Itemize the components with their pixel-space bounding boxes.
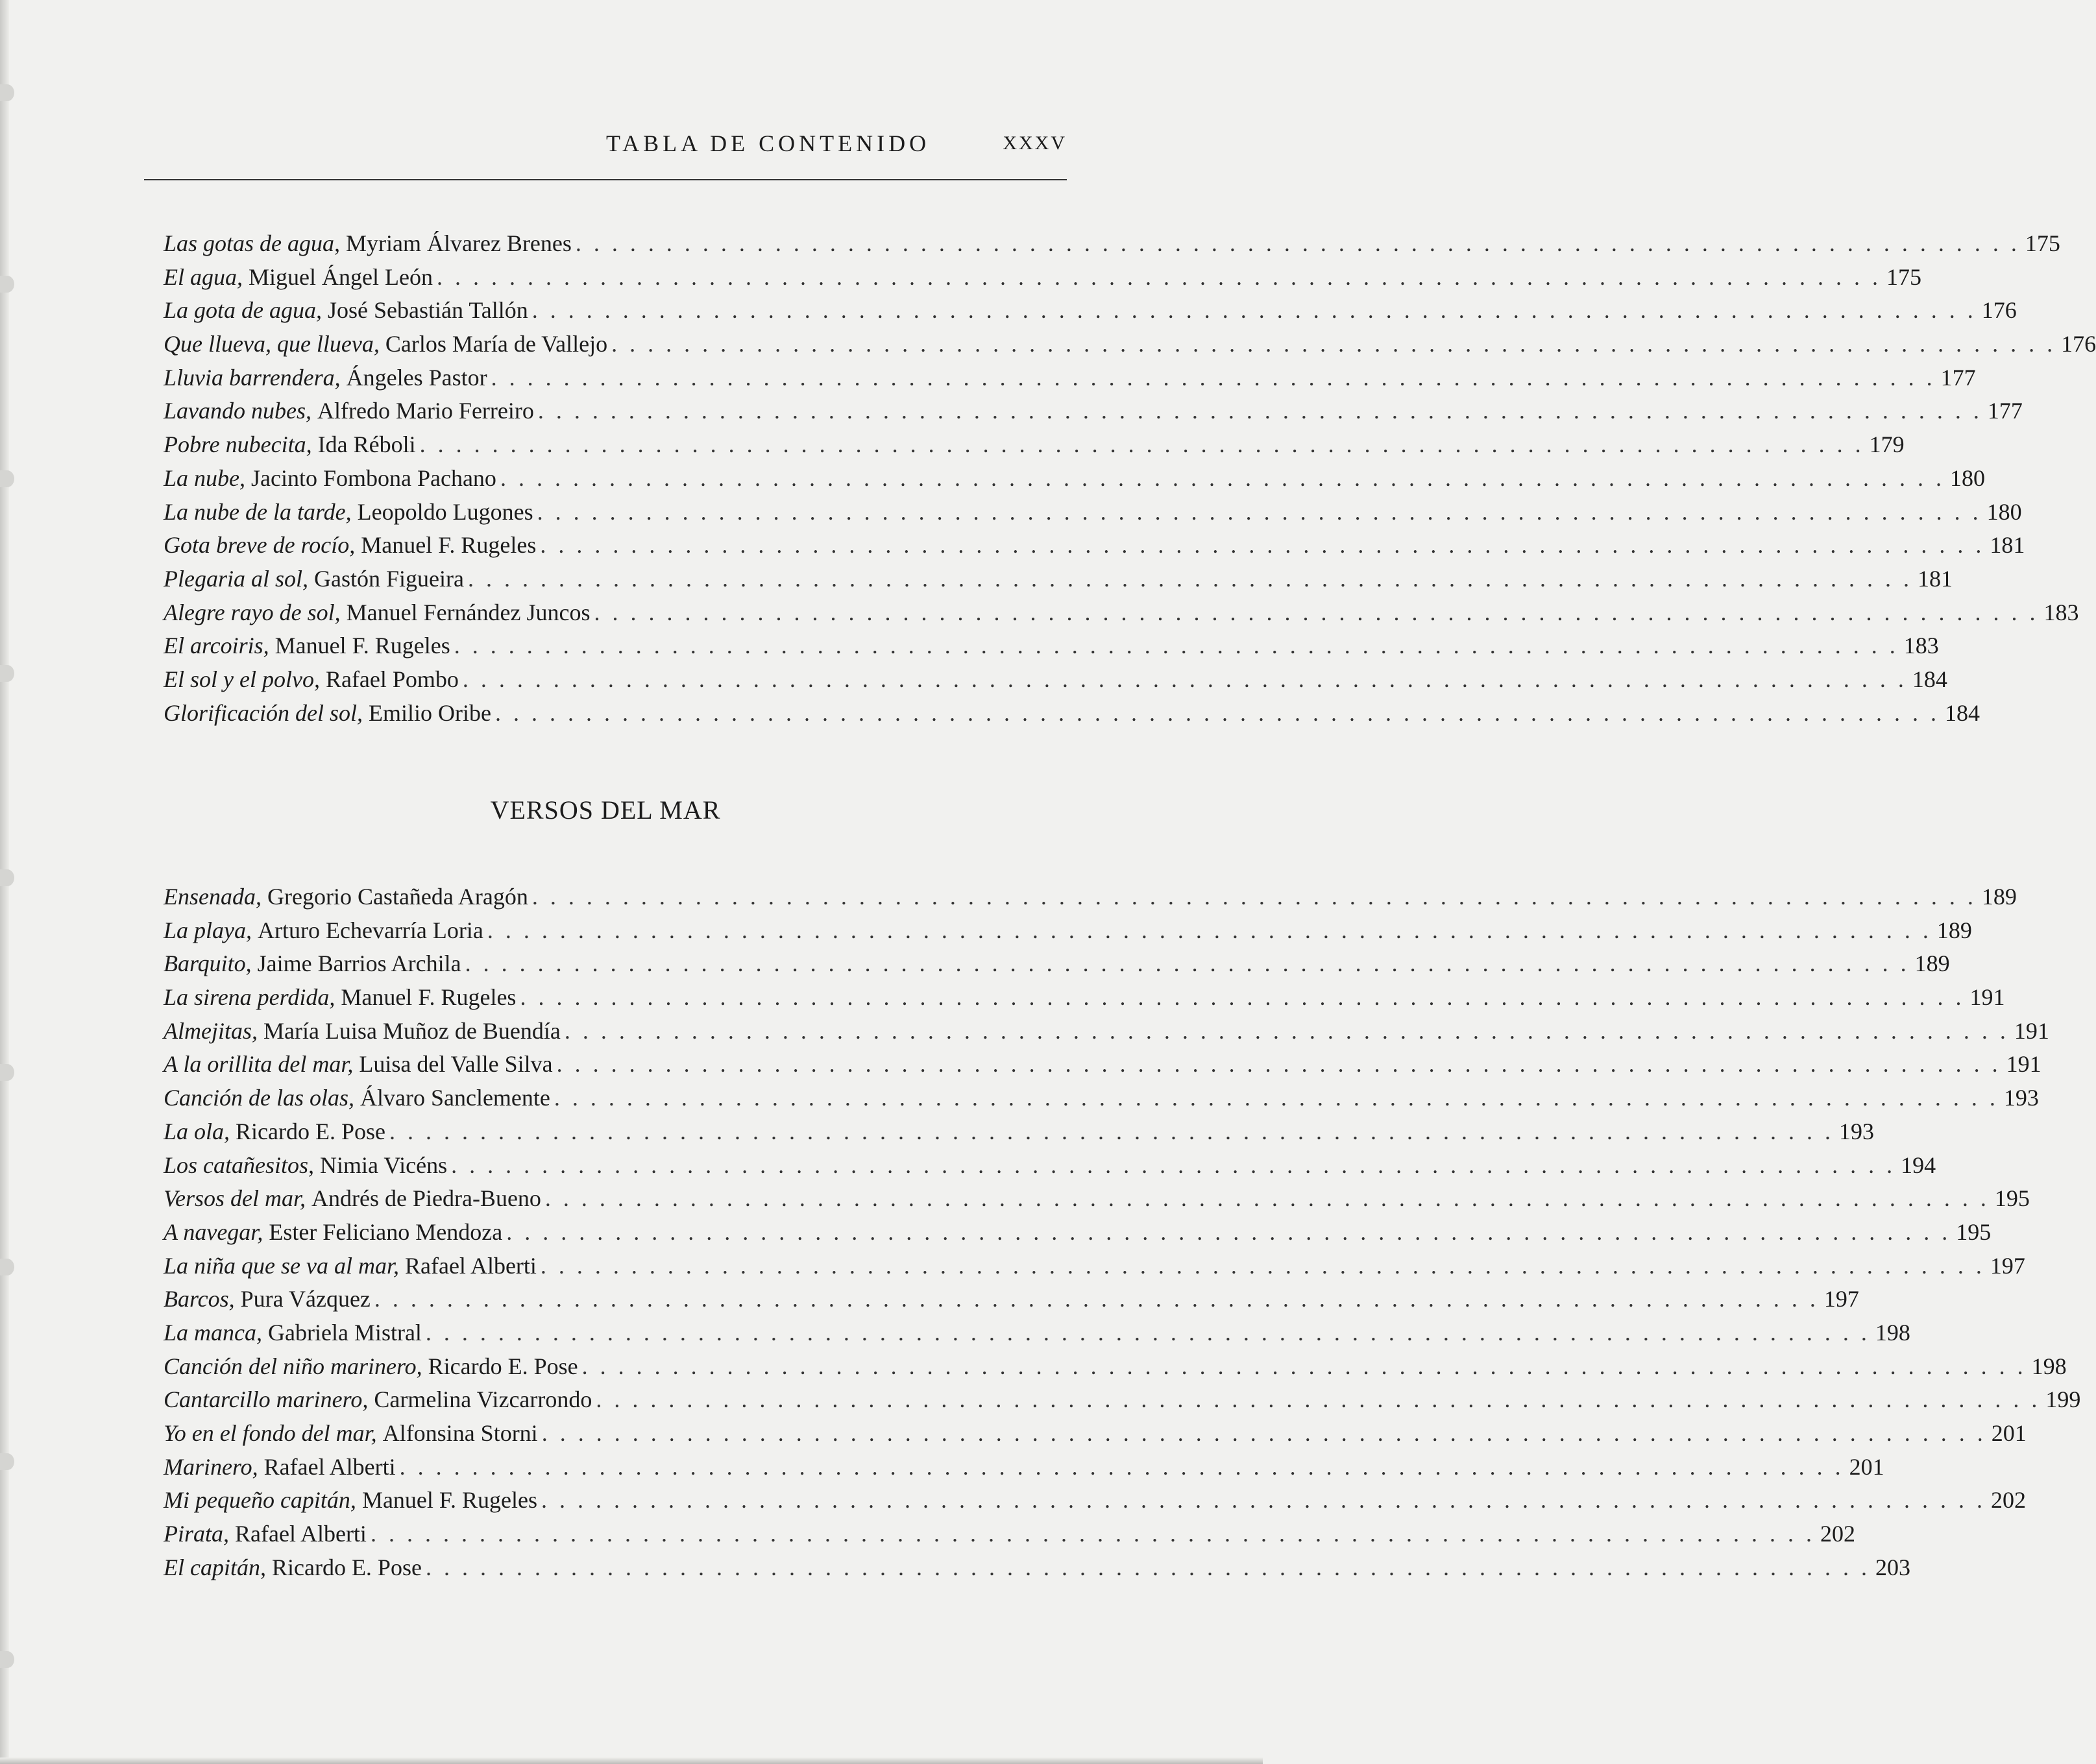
entry-author: Arturo Echevarría Loria (258, 917, 483, 943)
dot-leader: . . . . . . . . . . . . . . . . . . . . . . . . . . . . . . . . . . . . . . . . . . . . . . . . . . . . . . . . . . . . . . . . . . . . . . . . . . . . . . . . (540, 532, 1985, 559)
entry-title: Las gotas de agua, (164, 230, 341, 256)
dot-leader: . . . . . . . . . . . . . . . . . . . . . . . . . . . . . . . . . . . . . . . . . . . . . . . . . . . . . . . . . . . . . . . . . . . . . . . . . . . . . . . . (454, 633, 1899, 659)
toc-entry (164, 1551, 1910, 1585)
toc-entry (164, 227, 2060, 261)
entry-page-number: 201 (1849, 1453, 1884, 1480)
toc-entry (164, 361, 1976, 395)
binder-hole (0, 276, 14, 293)
entry-author: Emilio Oribe (368, 699, 491, 726)
toc-entry (164, 1081, 2039, 1115)
entry-page-number: 195 (1994, 1185, 2030, 1212)
entry-page-number: 191 (2006, 1051, 2041, 1078)
entry-title: La sirena perdida, (164, 984, 335, 1011)
toc-entry (164, 1182, 2030, 1216)
entry-title: La nube de la tarde, (164, 498, 352, 525)
entry-title: Canción del niño marinero, (164, 1353, 422, 1379)
entry-title: Canción de las olas, (164, 1085, 354, 1111)
entry-page-number: 202 (1820, 1521, 1855, 1547)
entry-page-number: 193 (2003, 1085, 2039, 1111)
entry-page-number: 181 (1917, 565, 1953, 592)
dot-leader: . . . . . . . . . . . . . . . . . . . . . . . . . . . . . . . . . . . . . . . . . . . . . . . . . . . . . . . . . . . . . . . . . . . . . . . . . . . . . . . . (500, 465, 1945, 491)
binder-hole (0, 84, 14, 101)
dot-leader: . . . . . . . . . . . . . . . . . . . . . . . . . . . . . . . . . . . . . . . . . . . . . . . . . . . . . . . . . . . . . . . . . . . . . . . . . . . . . . . . (611, 331, 2056, 357)
entry-author: Manuel Fernández Juncos (346, 599, 591, 625)
entry-author: Gastón Figueira (314, 565, 464, 592)
entry-title: Mi pequeño capitán, (164, 1487, 356, 1514)
toc-entry (164, 529, 2025, 562)
toc-entry (164, 1484, 2027, 1517)
running-title: TABLA DE CONTENIDO (606, 130, 931, 156)
entry-page-number: 199 (2045, 1386, 2081, 1413)
toc-list (164, 880, 2081, 1584)
entry-page-number: 198 (2031, 1353, 2067, 1379)
entry-page-number: 180 (1986, 498, 2022, 525)
entry-author: Leopoldo Lugones (357, 498, 533, 525)
toc-entry (164, 261, 1921, 295)
entry-title: Barquito, (164, 950, 252, 977)
entry-author: Ida Réboli (317, 431, 416, 458)
entry-page-number: 198 (1875, 1319, 1910, 1346)
toc-entry (164, 394, 2023, 428)
dot-leader: . . . . . . . . . . . . . . . . . . . . . . . . . . . . . . . . . . . . . . . . . . . . . . . . . . . . . . . . . . . . . . . . . . . . . . . . . . . . . . . . (506, 1218, 1951, 1245)
entry-title: Almejitas, (164, 1017, 258, 1044)
entry-author: Ángeles Pastor (346, 364, 487, 391)
toc-entry (164, 1417, 2027, 1451)
toc-entry (164, 428, 1905, 462)
entry-title: Los catañesitos, (164, 1152, 315, 1178)
toc-entry (164, 914, 1972, 948)
entry-page-number: 177 (1987, 398, 2023, 424)
binder-hole (0, 1453, 14, 1470)
toc-entry (164, 629, 1939, 663)
entry-author: Manuel F. Rugeles (341, 984, 517, 1011)
toc-entry (164, 1216, 1992, 1250)
entry-page-number: 183 (1903, 633, 1939, 659)
entry-author: Alfonsina Storni (382, 1420, 538, 1446)
toc-entry (164, 697, 1980, 731)
entry-page-number: 189 (1981, 884, 2017, 910)
entry-author: Pura Vázquez (240, 1286, 371, 1312)
entry-title: La nube, (164, 465, 245, 491)
toc-entry (164, 294, 2017, 328)
dot-leader: . . . . . . . . . . . . . . . . . . . . . . . . . . . . . . . . . . . . . . . . . . . . . . . . . . . . . . . . . . . . . . . . . . . . . . . . . . . . . . . . (554, 1085, 1999, 1111)
entry-author: Ester Feliciano Mendoza (269, 1218, 503, 1245)
entry-title: Gota breve de rocío, (164, 532, 356, 559)
section-heading: VERSOS DEL MAR (490, 795, 721, 825)
dot-leader: . . . . . . . . . . . . . . . . . . . . . . . . . . . . . . . . . . . . . . . . . . . . . . . . . . . . . . . . . . . . . . . . . . . . . . . . . . . . . . . . (540, 1252, 1985, 1279)
entry-page-number: 197 (1823, 1286, 1859, 1312)
binder-hole (0, 1259, 14, 1275)
entry-author: Rafael Alberti (263, 1453, 396, 1480)
entry-page-number: 175 (2025, 230, 2060, 256)
entry-author: Andrés de Piedra-Bueno (311, 1185, 541, 1212)
entry-page-number: 201 (1991, 1420, 2027, 1446)
entry-author: Carlos María de Vallejo (385, 331, 608, 357)
dot-leader: . . . . . . . . . . . . . . . . . . . . . . . . . . . . . . . . . . . . . . . . . . . . . . . . . . . . . . . . . . . . . . . . . . . . . . . . . . . . . . . . (465, 950, 1910, 977)
dot-leader: . . . . . . . . . . . . . . . . . . . . . . . . . . . . . . . . . . . . . . . . . . . . . . . . . . . . . . . . . . . . . . . . . . . . . . . . . . . . . . . . (436, 263, 1881, 290)
dot-leader: . . . . . . . . . . . . . . . . . . . . . . . . . . . . . . . . . . . . . . . . . . . . . . . . . . . . . . . . . . . . . . . . . . . . . . . . . . . . . . . . (370, 1521, 1815, 1547)
dot-leader: . . . . . . . . . . . . . . . . . . . . . . . . . . . . . . . . . . . . . . . . . . . . . . . . . . . . . . . . . . . . . . . . . . . . . . . . . . . . . . . . (537, 498, 1982, 525)
entry-author: Alfredo Mario Ferreiro (317, 398, 534, 424)
toc-entry (164, 328, 2096, 361)
dot-leader: . . . . . . . . . . . . . . . . . . . . . . . . . . . . . . . . . . . . . . . . . . . . . . . . . . . . . . . . . . . . . . . . . . . . . . . . . . . . . . . . (425, 1554, 1870, 1580)
toc-entry (164, 1048, 2041, 1081)
entry-title: Ensenada, (164, 884, 262, 910)
binder-hole (0, 665, 14, 682)
dot-leader: . . . . . . . . . . . . . . . . . . . . . . . . . . . . . . . . . . . . . . . . . . . . . . . . . . . . . . . . . . . . . . . . . . . . . . . . . . . . . . . . (467, 565, 1912, 592)
entry-title: La ola, (164, 1118, 230, 1144)
binder-hole (0, 1064, 14, 1081)
entry-title: Alegre rayo de sol, (164, 599, 341, 625)
binder-hole (0, 470, 14, 487)
entry-page-number: 191 (2014, 1017, 2049, 1044)
entry-author: Ricardo E. Pose (236, 1118, 385, 1144)
entry-title: A navegar, (164, 1218, 263, 1245)
toc-entry (164, 947, 1950, 981)
entry-title: El sol y el polvo, (164, 666, 320, 692)
entry-page-number: 191 (1969, 984, 2005, 1011)
entry-page-number: 175 (1886, 263, 1921, 290)
dot-leader: . . . . . . . . . . . . . . . . . . . . . . . . . . . . . . . . . . . . . . . . . . . . . . . . . . . . . . . . . . . . . . . . . . . . . . . . . . . . . . . . (594, 599, 2039, 625)
dot-leader: . . . . . . . . . . . . . . . . . . . . . . . . . . . . . . . . . . . . . . . . . . . . . . . . . . . . . . . . . . . . . . . . . . . . . . . . . . . . . . . . (541, 1420, 1986, 1446)
entry-author: Gregorio Castañeda Aragón (267, 884, 528, 910)
entry-page-number: 181 (1990, 532, 2025, 559)
entry-page-number: 179 (1869, 431, 1905, 458)
entry-title: Lavando nubes, (164, 398, 311, 424)
entry-author: Jacinto Fombona Pachano (251, 465, 496, 491)
entry-author: Ricardo E. Pose (271, 1554, 422, 1580)
dot-leader: . . . . . . . . . . . . . . . . . . . . . . . . . . . . . . . . . . . . . . . . . . . . . . . . . . . . . . . . . . . . . . . . . . . . . . . . . . . . . . . . (491, 364, 1936, 391)
entry-title: El capitán, (164, 1554, 266, 1580)
toc-entry (164, 496, 2022, 529)
dot-leader: . . . . . . . . . . . . . . . . . . . . . . . . . . . . . . . . . . . . . . . . . . . . . . . . . . . . . . . . . . . . . . . . . . . . . . . . . . . . . . . . (451, 1152, 1896, 1178)
dot-leader: . . . . . . . . . . . . . . . . . . . . . . . . . . . . . . . . . . . . . . . . . . . . . . . . . . . . . . . . . . . . . . . . . . . . . . . . . . . . . . . . (537, 398, 1982, 424)
dot-leader: . . . . . . . . . . . . . . . . . . . . . . . . . . . . . . . . . . . . . . . . . . . . . . . . . . . . . . . . . . . . . . . . . . . . . . . . . . . . . . . . (487, 917, 1932, 943)
entry-title: Barcos, (164, 1286, 235, 1312)
toc-entry (164, 1115, 1874, 1149)
entry-author: Gabriela Mistral (268, 1319, 422, 1346)
entry-page-number: 180 (1949, 465, 1985, 491)
page-folio: XXXV (1003, 132, 1067, 154)
dot-leader: . . . . . . . . . . . . . . . . . . . . . . . . . . . . . . . . . . . . . . . . . . . . . . . . . . . . . . . . . . . . . . . . . . . . . . . . . . . . . . . . (462, 666, 1907, 692)
toc-entry (164, 663, 1947, 697)
header-rule (144, 179, 1067, 180)
entry-page-number: 195 (1956, 1218, 1992, 1245)
dot-leader: . . . . . . . . . . . . . . . . . . . . . . . . . . . . . . . . . . . . . . . . . . . . . . . . . . . . . . . . . . . . . . . . . . . . . . . . . . . . . . . . (556, 1051, 2001, 1078)
entry-author: María Luisa Muñoz de Buendía (263, 1017, 561, 1044)
toc-entry (164, 1250, 2025, 1283)
entry-author: Manuel F. Rugeles (274, 633, 450, 659)
dot-leader: . . . . . . . . . . . . . . . . . . . . . . . . . . . . . . . . . . . . . . . . . . . . . . . . . . . . . . . . . . . . . . . . . . . . . . . . . . . . . . . . (541, 1487, 1986, 1514)
toc-entry (164, 880, 2017, 914)
entry-title: La niña que se va al mar, (164, 1252, 399, 1279)
entry-page-number: 189 (1936, 917, 1972, 943)
entry-title: Que llueva, que llueva, (164, 331, 380, 357)
dot-leader: . . . . . . . . . . . . . . . . . . . . . . . . . . . . . . . . . . . . . . . . . . . . . . . . . . . . . . . . . . . . . . . . . . . . . . . . . . . . . . . . (544, 1185, 1990, 1212)
toc-entry (164, 981, 2005, 1015)
entry-author: Myriam Álvarez Brenes (346, 230, 572, 256)
toc-entry (164, 1283, 1859, 1316)
toc-list (164, 227, 2096, 730)
binder-hole (0, 1651, 14, 1668)
entry-author: Rafael Alberti (235, 1521, 367, 1547)
toc-entry (164, 462, 1985, 496)
entry-title: El agua, (164, 263, 243, 290)
entry-page-number: 176 (1981, 297, 2017, 324)
entry-title: Plegaria al sol, (164, 565, 308, 592)
entry-title: Lluvia barrendera, (164, 364, 341, 391)
entry-title: La gota de agua, (164, 297, 323, 324)
entry-title: Marinero, (164, 1453, 258, 1480)
entry-title: La playa, (164, 917, 252, 943)
dot-leader: . . . . . . . . . . . . . . . . . . . . . . . . . . . . . . . . . . . . . . . . . . . . . . . . . . . . . . . . . . . . . . . . . . . . . . . . . . . . . . . . (564, 1017, 2009, 1044)
dot-leader: . . . . . . . . . . . . . . . . . . . . . . . . . . . . . . . . . . . . . . . . . . . . . . . . . . . . . . . . . . . . . . . . . . . . . . . . . . . . . . . . (494, 699, 1940, 726)
entry-author: Rafael Alberti (405, 1252, 537, 1279)
dot-leader: . . . . . . . . . . . . . . . . . . . . . . . . . . . . . . . . . . . . . . . . . . . . . . . . . . . . . . . . . . . . . . . . . . . . . . . . . . . . . . . . (581, 1353, 2027, 1379)
toc-entry (164, 1451, 1884, 1484)
entry-title: Versos del mar, (164, 1185, 306, 1212)
toc-entry (164, 1015, 2049, 1048)
binder-hole (0, 869, 14, 886)
entry-author: Manuel F. Rugeles (361, 532, 537, 559)
toc-entry (164, 1316, 1910, 1350)
entry-author: José Sebastián Tallón (328, 297, 528, 324)
entry-author: Jaime Barrios Archila (257, 950, 461, 977)
entry-page-number: 189 (1914, 950, 1950, 977)
toc-entry (164, 1149, 1936, 1183)
entry-page-number: 176 (2061, 331, 2096, 357)
page-bottom-edge (0, 1758, 1263, 1764)
entry-title: Cantarcillo marinero, (164, 1386, 369, 1413)
entry-page-number: 184 (1944, 699, 1980, 726)
entry-page-number: 183 (2043, 599, 2079, 625)
dot-leader: . . . . . . . . . . . . . . . . . . . . . . . . . . . . . . . . . . . . . . . . . . . . . . . . . . . . . . . . . . . . . . . . . . . . . . . . . . . . . . . . (374, 1286, 1819, 1312)
entry-title: Pobre nubecita, (164, 431, 312, 458)
dot-leader: . . . . . . . . . . . . . . . . . . . . . . . . . . . . . . . . . . . . . . . . . . . . . . . . . . . . . . . . . . . . . . . . . . . . . . . . . . . . . . . . (596, 1386, 2041, 1413)
toc-entry (164, 1383, 2081, 1417)
dot-leader: . . . . . . . . . . . . . . . . . . . . . . . . . . . . . . . . . . . . . . . . . . . . . . . . . . . . . . . . . . . . . . . . . . . . . . . . . . . . . . . . (575, 230, 2020, 256)
entry-author: Ricardo E. Pose (428, 1353, 578, 1379)
toc-entry (164, 596, 2079, 630)
entry-page-number: 184 (1912, 666, 1947, 692)
dot-leader: . . . . . . . . . . . . . . . . . . . . . . . . . . . . . . . . . . . . . . . . . . . . . . . . . . . . . . . . . . . . . . . . . . . . . . . . . . . . . . . . (389, 1118, 1834, 1144)
entry-title: El arcoiris, (164, 633, 269, 659)
entry-page-number: 197 (1990, 1252, 2025, 1279)
entry-author: Álvaro Sanclemente (360, 1085, 550, 1111)
toc-entry (164, 562, 1953, 596)
entry-author: Manuel F. Rugeles (361, 1487, 538, 1514)
entry-page-number: 202 (1991, 1487, 2027, 1514)
dot-leader: . . . . . . . . . . . . . . . . . . . . . . . . . . . . . . . . . . . . . . . . . . . . . . . . . . . . . . . . . . . . . . . . . . . . . . . . . . . . . . . . (520, 984, 1965, 1011)
dot-leader: . . . . . . . . . . . . . . . . . . . . . . . . . . . . . . . . . . . . . . . . . . . . . . . . . . . . . . . . . . . . . . . . . . . . . . . . . . . . . . . . (531, 297, 1977, 324)
dot-leader: . . . . . . . . . . . . . . . . . . . . . . . . . . . . . . . . . . . . . . . . . . . . . . . . . . . . . . . . . . . . . . . . . . . . . . . . . . . . . . . . (419, 431, 1864, 458)
entry-page-number: 177 (1940, 364, 1976, 391)
entry-author: Nimia Vicéns (320, 1152, 448, 1178)
entry-title: La manca, (164, 1319, 262, 1346)
entry-title: Yo en el fondo del mar, (164, 1420, 377, 1446)
page-header (144, 130, 1067, 161)
entry-page-number: 203 (1875, 1554, 1910, 1580)
entry-author: Rafael Pombo (325, 666, 459, 692)
entry-title: Pirata, (164, 1521, 230, 1547)
toc-entry (164, 1350, 2067, 1384)
entry-page-number: 193 (1839, 1118, 1874, 1144)
entry-title: A la orillita del mar, (164, 1051, 354, 1078)
entry-author: Miguel Ángel León (249, 263, 433, 290)
dot-leader: . . . . . . . . . . . . . . . . . . . . . . . . . . . . . . . . . . . . . . . . . . . . . . . . . . . . . . . . . . . . . . . . . . . . . . . . . . . . . . . . (425, 1319, 1870, 1346)
toc-entry (164, 1517, 1855, 1551)
entry-author: Luisa del Valle Silva (359, 1051, 553, 1078)
dot-leader: . . . . . . . . . . . . . . . . . . . . . . . . . . . . . . . . . . . . . . . . . . . . . . . . . . . . . . . . . . . . . . . . . . . . . . . . . . . . . . . . (531, 884, 1977, 910)
entry-title: Glorificación del sol, (164, 699, 363, 726)
entry-page-number: 194 (1901, 1152, 1936, 1178)
dot-leader: . . . . . . . . . . . . . . . . . . . . . . . . . . . . . . . . . . . . . . . . . . . . . . . . . . . . . . . . . . . . . . . . . . . . . . . . . . . . . . . . (399, 1453, 1844, 1480)
entry-author: Carmelina Vizcarrondo (374, 1386, 592, 1413)
